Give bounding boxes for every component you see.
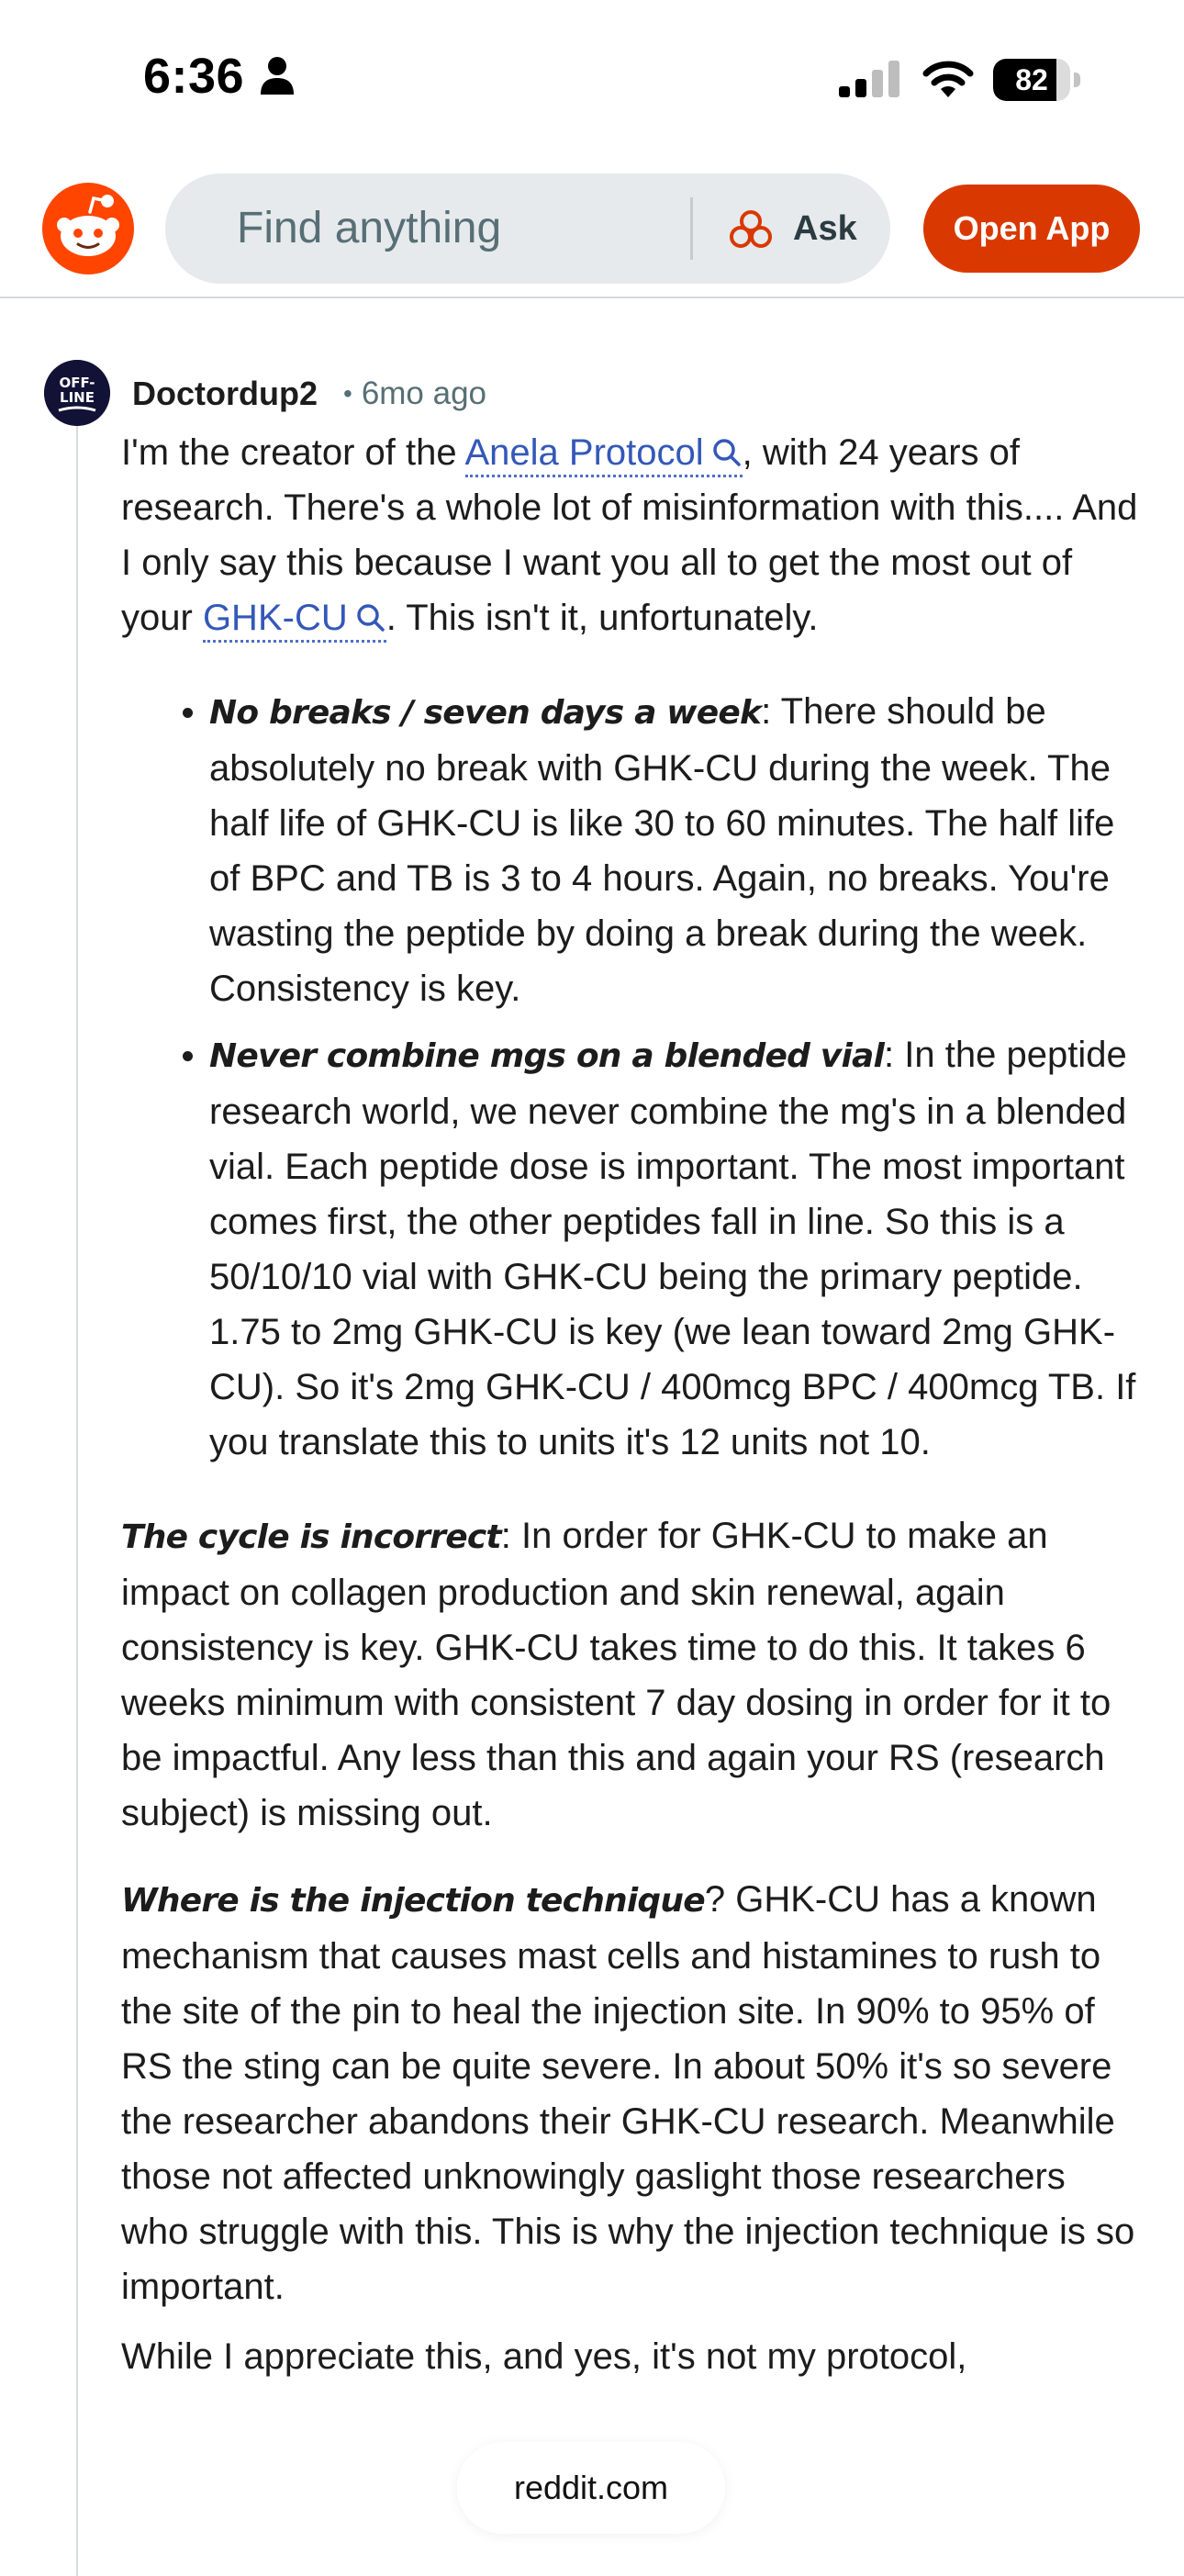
thread-line[interactable] [76, 409, 78, 2576]
reddit-snoo-icon[interactable] [42, 183, 134, 274]
bullet-text: : There should be absolutely no break with GHK-CU during the week. The half life of GHK-CU is like 30 to 60 minutes. The half life of BPC and TB is 3 to 4 hours. Again, no breaks. You're wasting the peptide by doing a break during the week. Consistency is key. [209, 691, 1115, 1009]
battery-indicator [993, 59, 1081, 101]
keyword-link-label: Anela Protocol [464, 432, 704, 473]
keyword-link-ghk-cu[interactable] [203, 598, 386, 643]
svg-text:OFF-: OFF- [59, 375, 95, 391]
app-header [0, 161, 1184, 298]
wifi-icon [922, 59, 975, 99]
avatar[interactable] [44, 360, 110, 426]
intro-paragraph [121, 425, 1140, 645]
paragraph-text: : In order for GHK-CU to make an impact on collagen production and skin renewal, again consistency is key. GHK-CU takes time to do this. It takes 6 weeks minimum with consistent 7 day dosing in order for it to be impactful. Any less than this and again your RS (research subject) is missing out. [121, 1516, 1111, 1833]
ask-icon[interactable] [729, 208, 773, 249]
paragraph-heading: Where is the injection technique [121, 1882, 705, 1920]
body-paragraph [121, 1508, 1140, 1841]
paragraph-heading: The cycle is incorrect [121, 1518, 501, 1556]
comment-body [121, 425, 1140, 2384]
bullet-list [121, 684, 1140, 1470]
battery-body [993, 59, 1070, 101]
open-app-button[interactable]: Open App [923, 185, 1140, 273]
domain-pill[interactable]: reddit.com [457, 2442, 725, 2534]
body-paragraph-partial: While I appreciate this, and yes, it's not my protocol, [121, 2336, 967, 2377]
search-divider [690, 197, 693, 260]
battery-percent: 82 [1015, 63, 1048, 96]
signal-icon [839, 61, 899, 97]
body-paragraph [121, 1872, 1140, 2314]
search-icon [711, 437, 743, 468]
bullet-text: : In the peptide research world, we never combine the mg's in a blended vial. Each peptide dose is important. The most important comes first, the other peptides fall in line. So this is a 50/10/10 vial with GHK-CU being the primary peptide. 1.75 to 2mg GHK-CU is key (we lean toward 2mg GHK-CU). So it's 2mg GHK-CU / 400mcg BPC / 400mcg TB. If you translate this to units it's 12 units not 10. [209, 1035, 1136, 1462]
person-icon [259, 56, 296, 96]
paragraph-text: ? GHK-CU has a known mechanism that causes mast cells and histamines to rush to the site of the pin to heal the injection site. In 90% to 95% of RS the sting can be quite severe. In about 50% it's so severe the researcher abandons their GHK-CU research. Meanwhile those not affected unknowingly gaslight those researchers who struggle with this. This is why the injection technique is so important. [121, 1879, 1135, 2307]
list-item [209, 1027, 1140, 1470]
search-input[interactable] [165, 174, 890, 284]
list-item [209, 684, 1140, 1016]
avatar-image [44, 360, 110, 426]
svg-text:LINE: LINE [60, 389, 95, 406]
search-placeholder: Find anything [237, 204, 502, 252]
intro-text-2: , with 24 years of research. There's a whole lot of misinformation with this.... And I only say this because I want you all to get the most out of your [121, 432, 1138, 638]
comment-timestamp: 6mo ago [361, 375, 487, 411]
keyword-link-anela-protocol[interactable] [465, 432, 743, 477]
keyword-link-label: GHK-CU [202, 598, 348, 638]
bullet-heading: Never combine mgs on a blended vial [209, 1037, 885, 1075]
status-bar [0, 0, 1184, 161]
battery-cap [1074, 73, 1080, 87]
bullet-heading: No breaks / seven days a week [209, 694, 762, 732]
ask-button[interactable]: Ask [793, 209, 857, 248]
comment-meta [132, 369, 486, 419]
status-time [143, 48, 296, 105]
status-time-text: 6:36 [143, 49, 245, 104]
intro-text-1: I'm the creator of the [121, 432, 465, 473]
search-icon [355, 602, 386, 633]
intro-text-3: . This isn't it, unfortunately. [385, 598, 819, 638]
meta-separator: • [343, 379, 352, 408]
username-link[interactable]: Doctordup2 [132, 375, 318, 412]
